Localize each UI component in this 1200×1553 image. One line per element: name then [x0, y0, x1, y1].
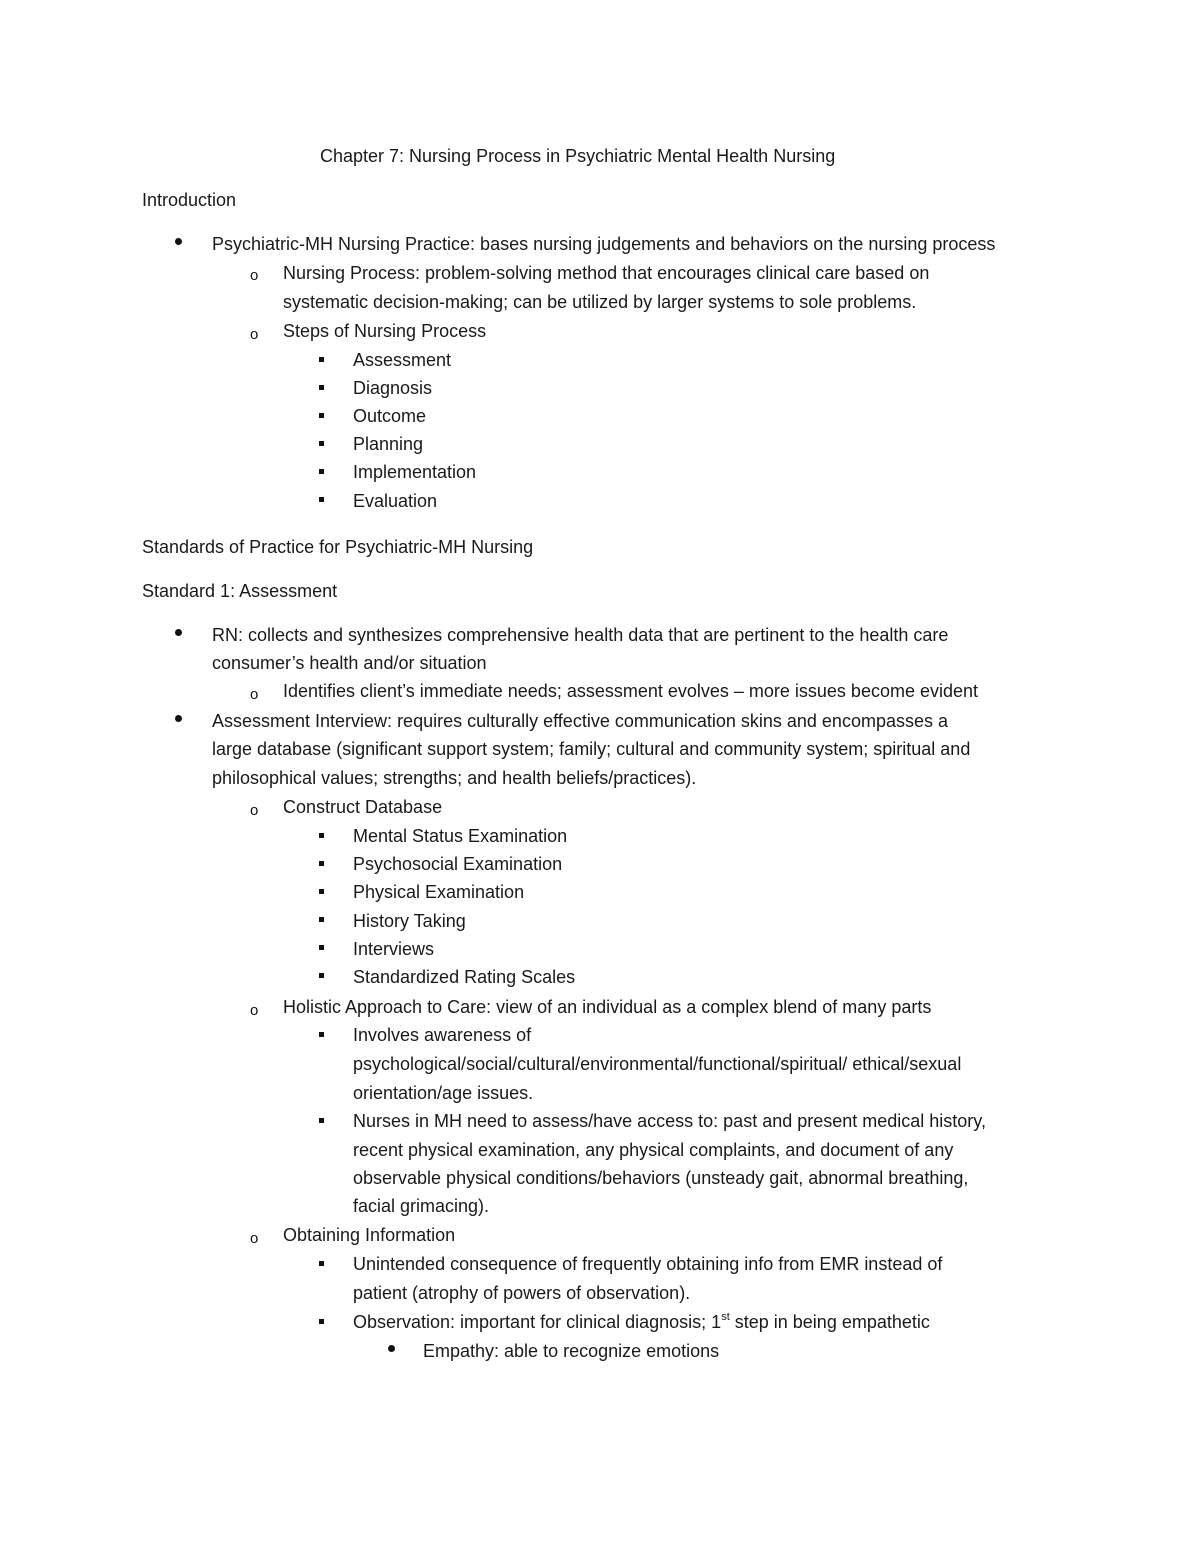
list-item: Psychosocial Examination [353, 854, 563, 874]
bullet-dot [175, 629, 182, 636]
list-item-continuation: orientation/age issues. [353, 1083, 534, 1103]
list-item: Assessment Interview: requires culturally effective communication skins and encompasses a [212, 711, 948, 731]
list-item-continuation: recent physical examination, any physical complaints, and document of any [353, 1140, 954, 1160]
bullet-circle: o [250, 1230, 259, 1247]
list-item: Psychiatric-MH Nursing Practice: bases nursing judgements and behaviors on the nursing process [212, 234, 996, 254]
bullet-square [319, 889, 324, 894]
list-item: Assessment [353, 350, 452, 370]
bullet-square [319, 1032, 324, 1037]
list-item: RN: collects and synthesizes comprehensive health data that are pertinent to the health care [212, 625, 949, 645]
list-item: Implementation [353, 462, 477, 482]
bullet-dot [388, 1345, 395, 1352]
list-item: Nurses in MH need to assess/have access to: past and present medical history, [353, 1111, 986, 1131]
list-item: Nursing Process: problem-solving method that encourages clinical care based on [283, 263, 930, 283]
list-item: History Taking [353, 911, 466, 931]
list-item [353, 1308, 930, 1337]
list-item: Steps of Nursing Process [283, 321, 487, 341]
bullet-square [319, 945, 324, 950]
list-item-continuation: observable physical conditions/behaviors (unsteady gait, abnormal breathing, [353, 1168, 969, 1188]
bullet-circle: o [250, 1002, 259, 1019]
list-item: Construct Database [283, 797, 443, 817]
bullet-square [319, 973, 324, 978]
observation-text: Observation: important for clinical diagnosis; 1 [353, 1312, 722, 1332]
list-item-continuation: psychological/social/cultural/environmental/functional/spiritual/ ethical/sexual [353, 1054, 962, 1074]
bullet-square [319, 497, 324, 502]
bullet-dot [175, 715, 182, 722]
list-item: Standardized Rating Scales [353, 967, 576, 987]
list-item: Planning [353, 434, 424, 454]
list-item-continuation: patient (atrophy of powers of observation). [353, 1283, 691, 1303]
bullet-square [319, 1261, 324, 1266]
list-item: Identifies client’s immediate needs; assessment evolves – more issues become evident [283, 681, 979, 701]
list-item: Diagnosis [353, 378, 433, 398]
bullet-square [319, 1118, 324, 1123]
observation-text-end: step in being empathetic [729, 1312, 930, 1332]
list-item: Empathy: able to recognize emotions [423, 1341, 720, 1361]
list-item: Unintended consequence of frequently obtaining info from EMR instead of [353, 1254, 943, 1274]
section-heading-standards: Standards of Practice for Psychiatric-MH Nursing [142, 537, 534, 557]
list-item-continuation: consumer’s health and/or situation [212, 653, 487, 673]
bullet-dot [175, 238, 182, 245]
list-item: Physical Examination [353, 882, 525, 902]
list-item: Interviews [353, 939, 435, 959]
list-item-continuation: philosophical values; strengths; and health beliefs/practices). [212, 768, 697, 788]
bullet-square [319, 357, 324, 362]
list-item: Outcome [353, 406, 427, 426]
list-item-continuation: facial grimacing). [353, 1196, 490, 1216]
section-heading-standard-1: Standard 1: Assessment [142, 581, 338, 601]
bullet-square [319, 1319, 324, 1324]
bullet-square [319, 861, 324, 866]
bullet-square [319, 469, 324, 474]
list-item: Mental Status Examination [353, 826, 568, 846]
bullet-square [319, 441, 324, 446]
page-title: Chapter 7: Nursing Process in Psychiatric Mental Health Nursing [320, 146, 836, 166]
bullet-circle: o [250, 267, 259, 284]
list-item: Evaluation [353, 491, 438, 511]
bullet-circle: o [250, 686, 259, 703]
bullet-square [319, 917, 324, 922]
list-item-continuation: systematic decision-making; can be utilized by larger systems to sole problems. [283, 292, 917, 312]
superscript-ordinal: st [721, 1311, 730, 1323]
list-item: Obtaining Information [283, 1225, 456, 1245]
section-heading-introduction: Introduction [142, 190, 237, 210]
list-item: Involves awareness of [353, 1025, 532, 1045]
bullet-square [319, 833, 324, 838]
bullet-square [319, 413, 324, 418]
list-item: Holistic Approach to Care: view of an individual as a complex blend of many parts [283, 997, 932, 1017]
bullet-circle: o [250, 802, 259, 819]
bullet-square [319, 385, 324, 390]
bullet-circle: o [250, 326, 259, 343]
list-item-continuation: large database (significant support system; family; cultural and community system; spiritual and [212, 739, 971, 759]
